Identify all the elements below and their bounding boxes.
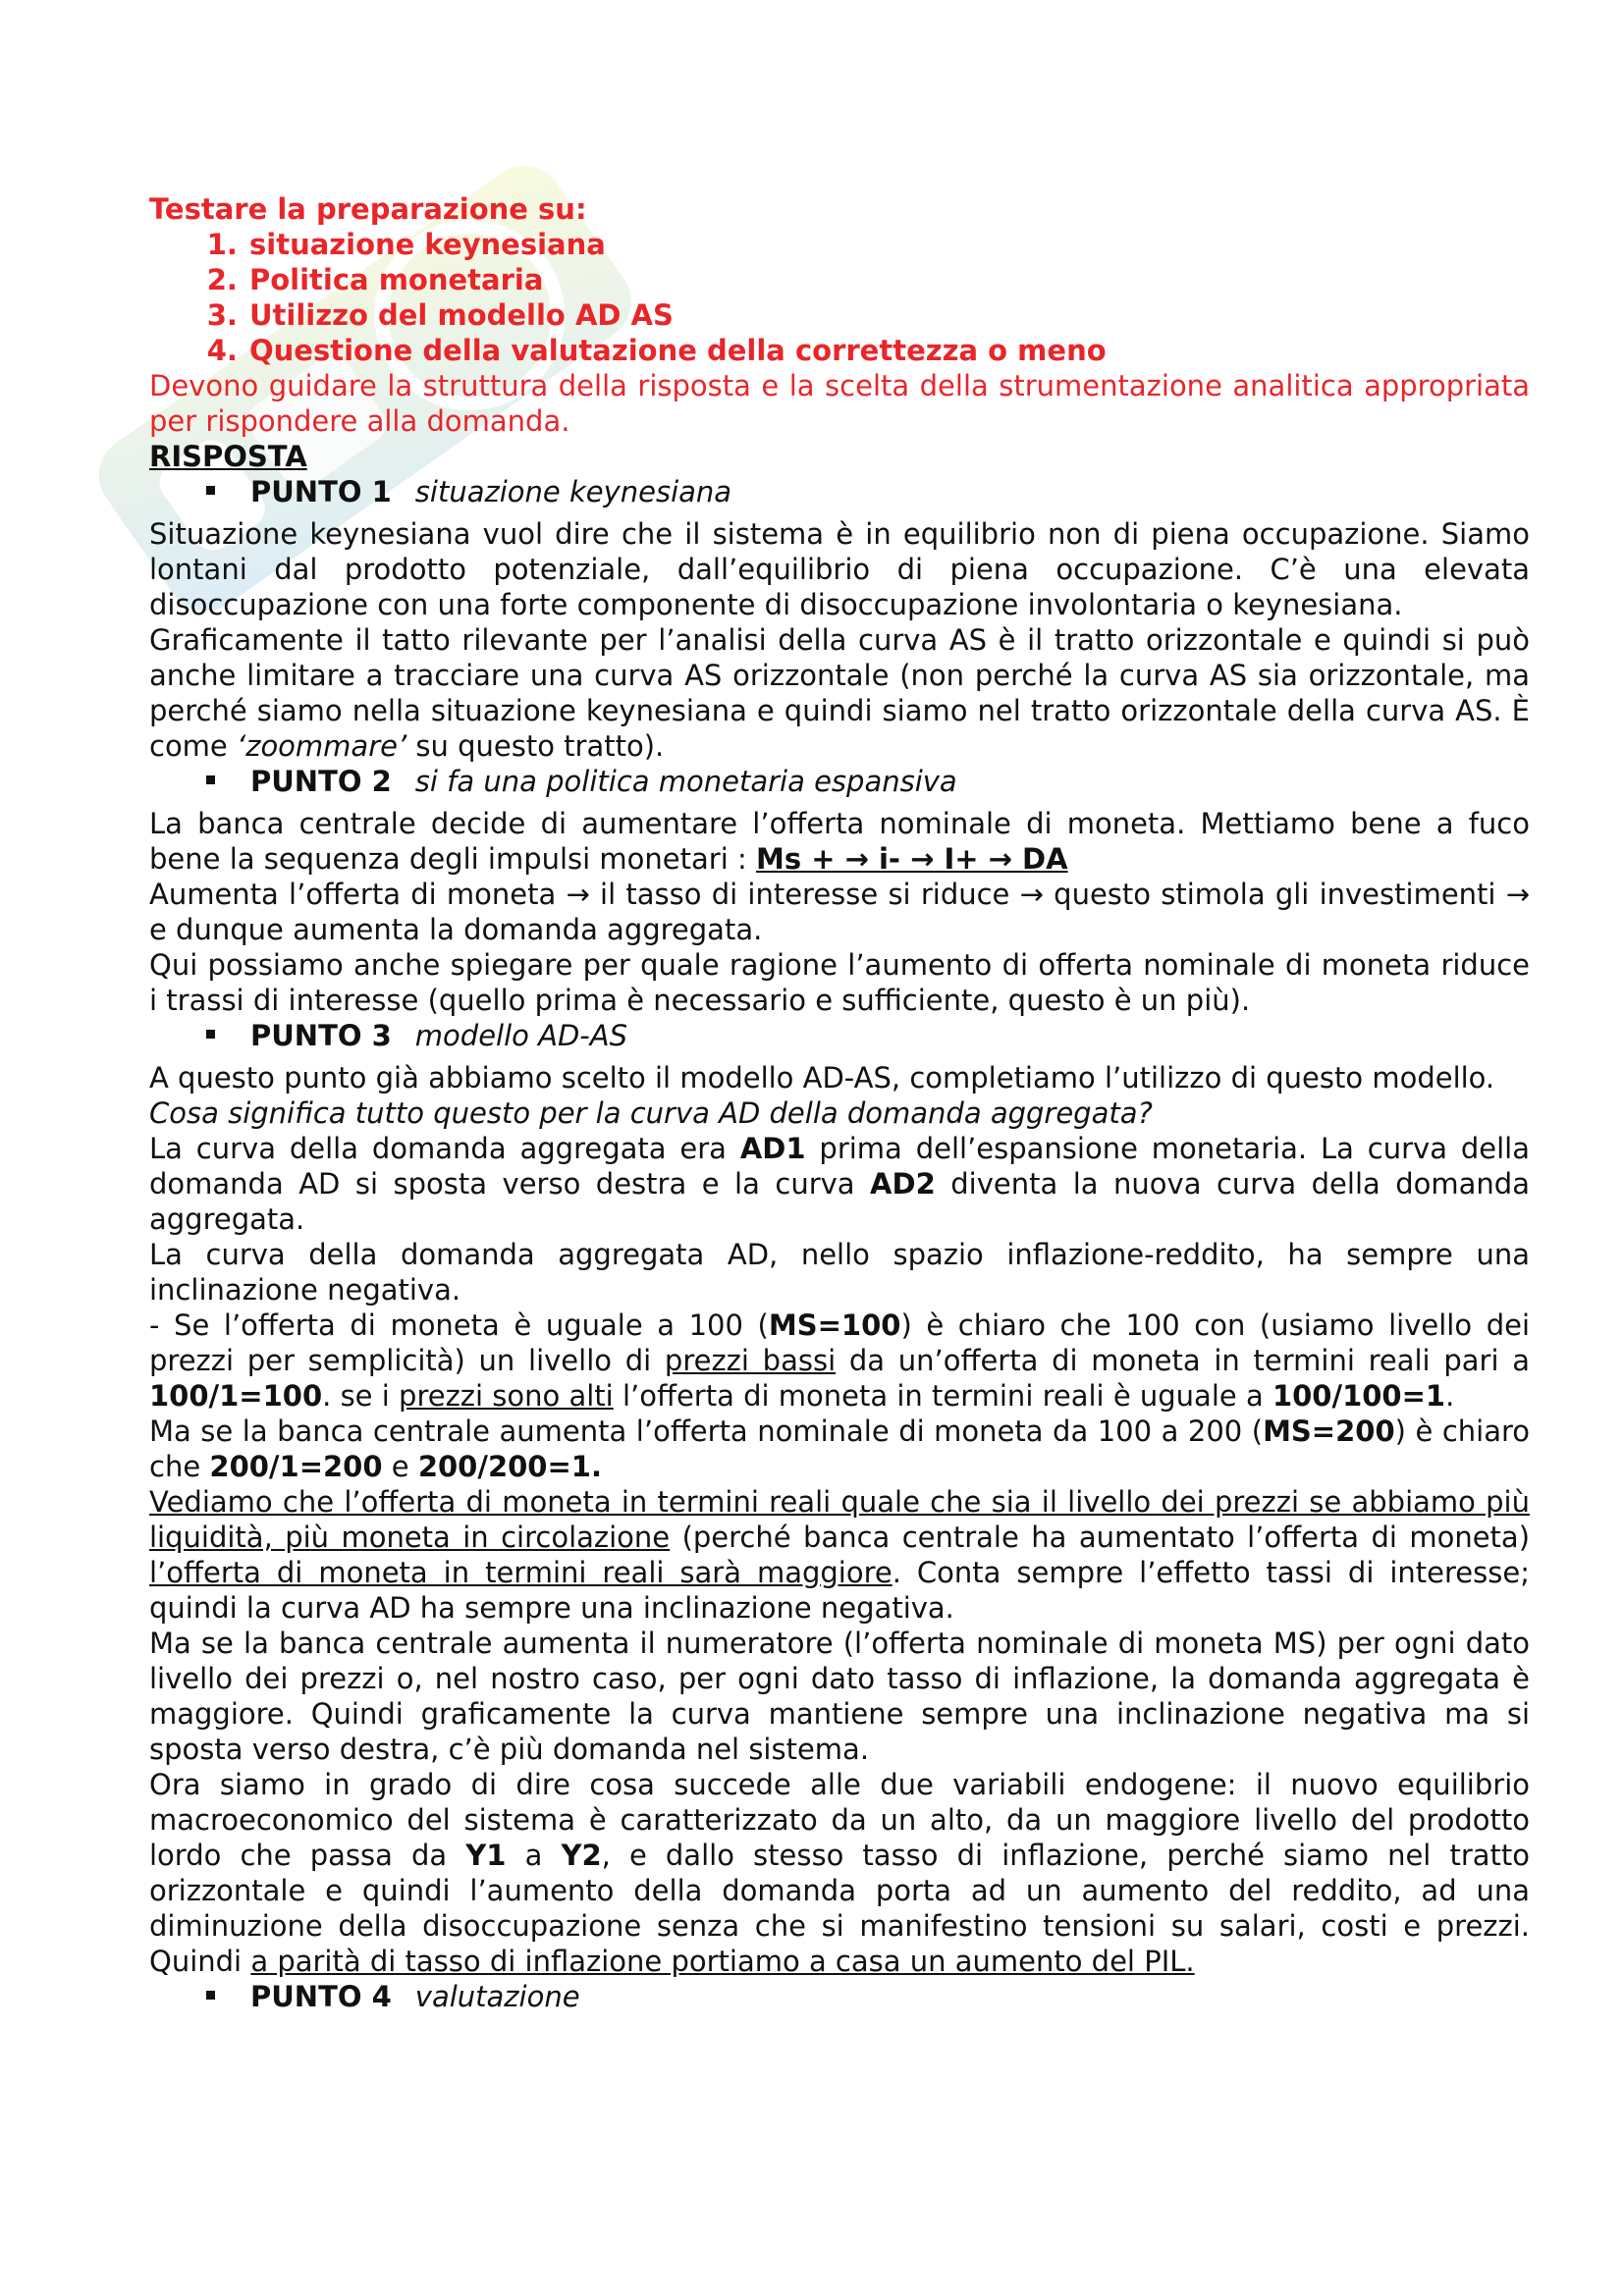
punto3-para7: Ma se la banca centrale aumenta il numeratore (l’offerta nominale di moneta MS) per ogni dato livello dei prezzi o, nel nostro caso, per ogni dato tasso di inflazione, la domanda aggregata è maggiore. Quindi graficamente la curva mantiene sempre una inclinazione negativa ma si sposta verso destra, c’è più domanda nel sistema. — [149, 1627, 1530, 1766]
topics-list — [149, 227, 1530, 368]
punto2-para3: Qui possiamo anche spiegare per quale ragione l’aumento di offerta nominale di moneta riduce i trassi di interesse (quello prima è necessario e sufficiente, questo è un più). — [149, 948, 1530, 1017]
bullet-square-icon — [206, 1991, 215, 2000]
punto4-label: PUNTO 4 — [250, 1980, 392, 2013]
punto2-heading — [149, 764, 1530, 799]
punto2-subtitle: si fa una politica monetaria espansiva — [414, 765, 957, 798]
topic-item: 4. Questione della valutazione della correttezza o meno — [247, 333, 1530, 368]
risposta-heading: RISPOSTA — [149, 440, 307, 473]
monetary-sequence: Ms + → i- → I+ → DA — [755, 842, 1068, 876]
punto3-heading — [149, 1018, 1530, 1053]
document-body — [149, 191, 1530, 2021]
punto2-label: PUNTO 2 — [250, 765, 392, 798]
punto3-subtitle: modello AD-AS — [414, 1019, 627, 1052]
punto3-para3: La curva della domanda aggregata AD, nello spazio inflazione-reddito, ha sempre una inclinazione negativa. — [149, 1238, 1530, 1307]
punto1-heading — [149, 474, 1530, 509]
topic-item: 1. situazione keynesiana — [247, 227, 1530, 262]
bullet-square-icon — [206, 486, 215, 495]
topic-item: 2. Politica monetaria — [247, 262, 1530, 297]
punto1-para1: Situazione keynesiana vuol dire che il sistema è in equilibrio non di piena occupazione. Siamo lontani dal prodotto potenziale, dall’equilibrio di piena occupazione. C’è una elevata disoccupazione con una forte componente di disoccupazione involontaria o keynesiana. — [149, 517, 1530, 621]
punto1-para2: Graficamente il tatto rilevante per l’analisi della curva AS è il tratto orizzontale e quindi si può anche limitare a tracciare una curva AS orizzontale (non perché la curva AS sia orizzontale, ma perché siamo nella situazione keynesiana e quindi siamo nel tratto orizzontale della curva AS. È come ‘zoommare’ su questo tratto). — [149, 623, 1530, 763]
punto1-subtitle: situazione keynesiana — [414, 475, 732, 508]
punto3-question: Cosa significa tutto questo per la curva AD della domanda aggregata? — [149, 1096, 1153, 1130]
punto3-para8: Ora siamo in grado di dire cosa succede alle due variabili endogene: il nuovo equilibrio macroeconomico del sistema è caratterizzato da un alto, da un maggiore livello del prodotto lordo che passa da Y1 a Y2, e dallo stesso tasso di inflazione, perché siamo nel tratto orizzontale e quindi l’aumento della domanda porta ad un aumento del reddito, ad una diminuzione della disoccupazione senza che si manifestino tensioni su salari, costi e prezzi. Quindi a parità di tasso di inflazione portiamo a casa un aumento del PIL. — [149, 1768, 1530, 1978]
punto3-label: PUNTO 3 — [250, 1019, 392, 1052]
bullet-square-icon — [206, 775, 215, 784]
punto2-para1: La banca centrale decide di aumentare l’offerta nominale di moneta. Mettiamo bene a fuco bene la sequenza degli impulsi monetari : Ms + → i- → I+ → DA — [149, 807, 1530, 876]
punto3-para4: - Se l’offerta di moneta è uguale a 100 (MS=100) è chiaro che 100 con (usiamo livello dei prezzi per semplicità) un livello di prezzi bassi da un’offerta di moneta in termini reali pari a 100/1=100. se i prezzi sono alti l’offerta di moneta in termini reali è uguale a 100/100=1. — [149, 1308, 1530, 1413]
punto3-para6: Vediamo che l’offerta di moneta in termini reali quale che sia il livello dei prezzi se abbiamo più liquidità, più moneta in circolazione (perché banca centrale ha aumentato l’offerta di moneta) l’offerta di moneta in termini reali sarà maggiore. Conta sempre l’effetto tassi di interesse; quindi la curva AD ha sempre una inclinazione negativa. — [149, 1485, 1531, 1625]
punto3-para2: La curva della domanda aggregata era AD1 prima dell’espansione monetaria. La curva della domanda AD si sposta verso destra e la curva AD2 diventa la nuova curva della domanda aggregata. — [149, 1132, 1531, 1236]
punto4-subtitle: valutazione — [414, 1980, 580, 2013]
punto3-para1: A questo punto già abbiamo scelto il modello AD-AS, completiamo l’utilizzo di questo modello. — [149, 1061, 1495, 1095]
punto2-para2: Aumenta l’offerta di moneta → il tasso di interesse si riduce → questo stimola gli investimenti → e dunque aumenta la domanda aggregata. — [149, 878, 1530, 946]
topic-item: 3. Utilizzo del modello AD AS — [247, 297, 1530, 333]
intro-paragraph: Devono guidare la struttura della risposta e la scelta della strumentazione analitica appropriata per rispondere alla domanda. — [149, 369, 1530, 438]
bullet-square-icon — [206, 1030, 215, 1039]
punto1-label: PUNTO 1 — [250, 475, 392, 508]
page-title: Testare la preparazione su: — [149, 192, 587, 226]
punto3-para5: Ma se la banca centrale aumenta l’offerta nominale di moneta da 100 a 200 (MS=200) è chiaro che 200/1=200 e 200/200=1. — [149, 1415, 1530, 1483]
punto4-heading — [149, 1979, 1530, 2014]
